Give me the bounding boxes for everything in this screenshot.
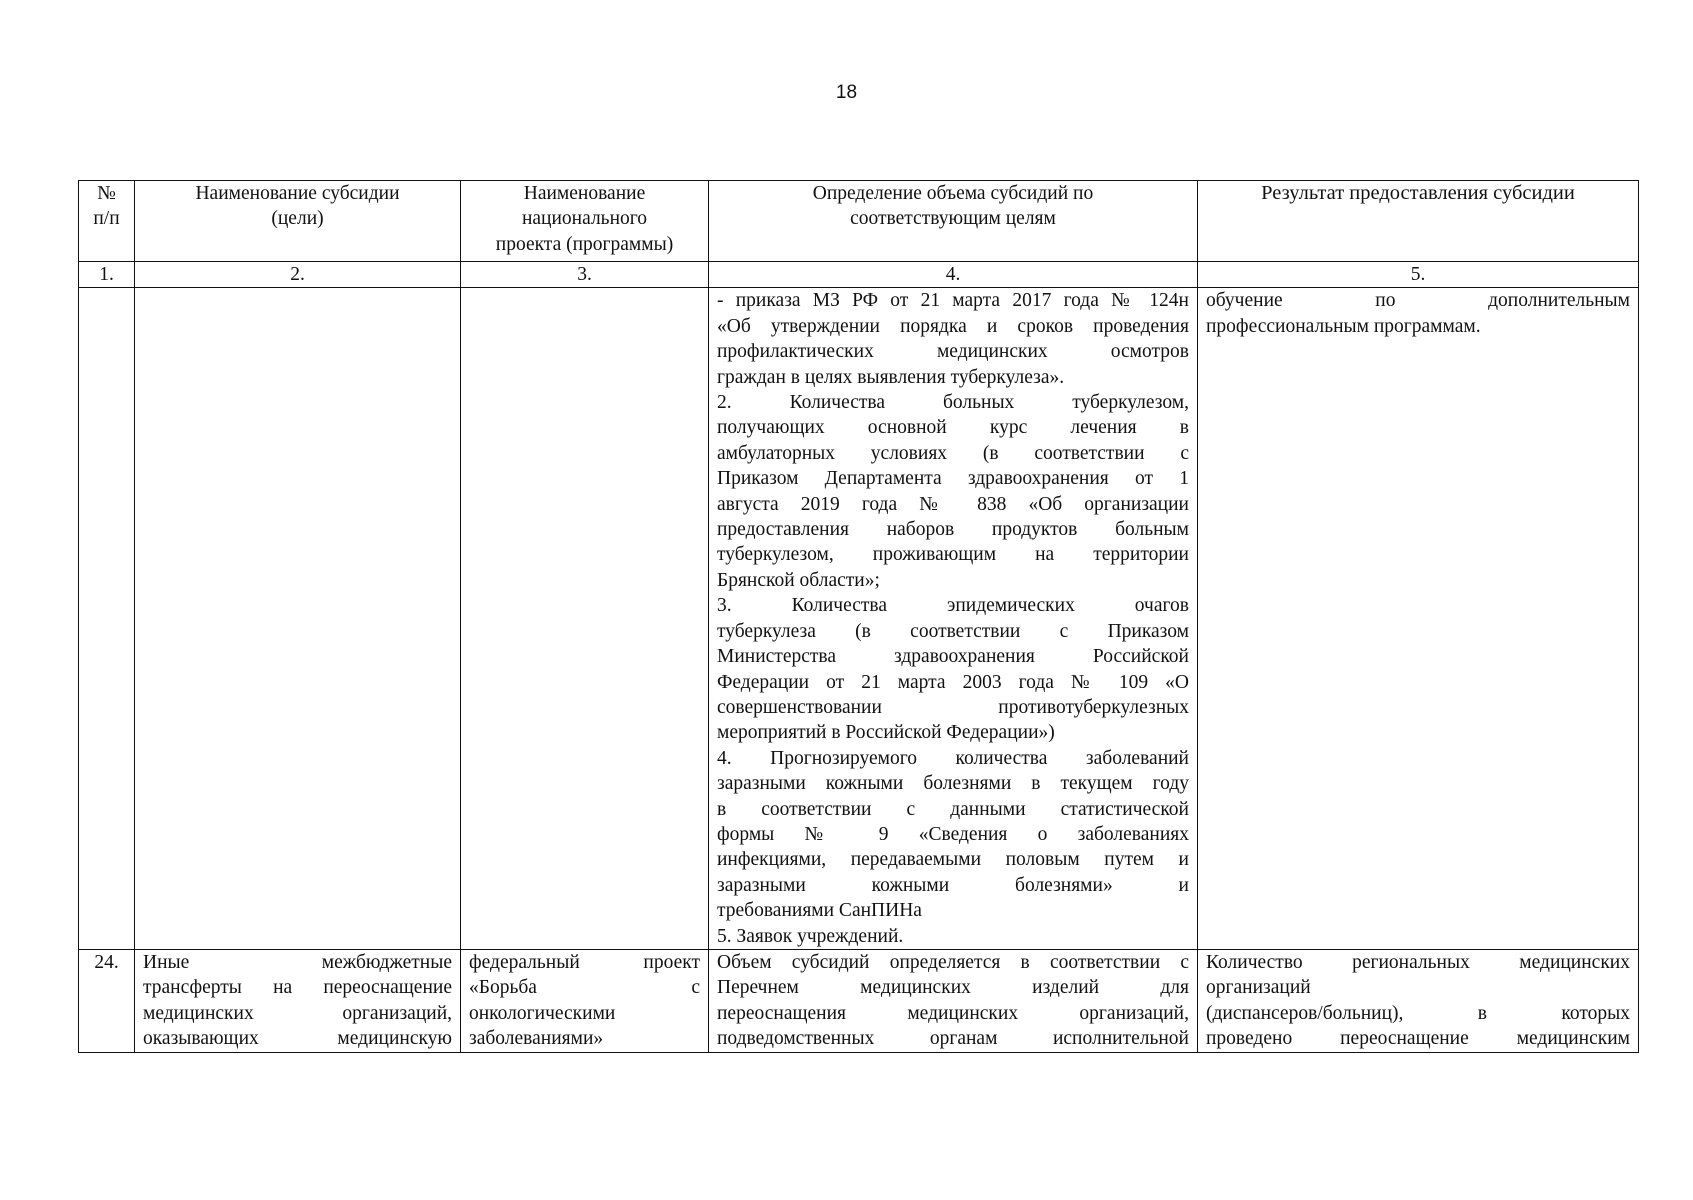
text-line: профилактических медицинских осмотров bbox=[717, 341, 1189, 363]
text-line: Количество региональных медицинских bbox=[1206, 951, 1630, 973]
header-line: № bbox=[97, 183, 116, 204]
page-number: 18 bbox=[835, 82, 858, 103]
cell-volume-definition bbox=[709, 288, 1198, 950]
text-line: «Об утверждении порядка и сроков проведения bbox=[717, 315, 1189, 337]
subsidy-table bbox=[78, 180, 1639, 1053]
table-row-24 bbox=[79, 949, 1639, 1052]
text-line: трансферты на переоснащение bbox=[143, 977, 452, 999]
text-line: - приказа МЗ РФ от 21 марта 2017 года № 124н bbox=[717, 290, 1189, 312]
text-line: обучение по дополнительным bbox=[1206, 290, 1630, 312]
header-line: (цели) bbox=[271, 208, 324, 230]
cell-volume-definition bbox=[709, 949, 1198, 1052]
text-line: заболеваниями» bbox=[469, 1028, 604, 1050]
text-line: Министерства здравоохранения Российской bbox=[717, 646, 1189, 668]
text-line: 2. Количества больных туберкулезом, bbox=[717, 392, 1189, 414]
column-number: 1. bbox=[79, 262, 135, 288]
column-numbers-row bbox=[79, 262, 1639, 288]
header-number bbox=[79, 181, 135, 262]
cell-number: 24. bbox=[79, 949, 135, 1052]
header-line: Наименование субсидии bbox=[195, 183, 400, 204]
cell-result bbox=[1198, 949, 1639, 1052]
header-line: национального bbox=[521, 208, 648, 230]
cell-number bbox=[79, 288, 135, 950]
text-line: Приказом Департамента здравоохранения от 1 bbox=[717, 468, 1189, 490]
header-line: Наименование bbox=[523, 183, 646, 204]
text-line: «Борьба с bbox=[469, 977, 700, 999]
text-line: организаций bbox=[1206, 977, 1311, 999]
text-line: медицинских организаций, bbox=[143, 1002, 452, 1024]
text-line: предоставления наборов продуктов больным bbox=[717, 519, 1189, 541]
text-line: переоснащения медицинских организаций, bbox=[717, 1002, 1189, 1024]
column-number: 2. bbox=[135, 262, 461, 288]
header-volume-definition bbox=[709, 181, 1198, 262]
text-line: 3. Количества эпидемических очагов bbox=[717, 595, 1189, 617]
text-line: (диспансеров/больниц), в которых bbox=[1206, 1002, 1630, 1024]
text-line: федеральный проект bbox=[469, 951, 700, 973]
text-line: 5. Заявок учреждений. bbox=[717, 925, 904, 947]
text-line: оказывающих медицинскую bbox=[143, 1028, 452, 1050]
text-line: туберкулеза (в соответствии с Приказом bbox=[717, 620, 1189, 642]
text-line: получающих основной курс лечения в bbox=[717, 417, 1189, 439]
cell-subsidy-name bbox=[135, 288, 461, 950]
header-line: Результат предоставления субсидии bbox=[1261, 182, 1575, 204]
text-line: амбулаторных условиях (в соответствии с bbox=[717, 442, 1189, 464]
text-line: Иные межбюджетные bbox=[143, 951, 452, 973]
text-line: профессиональным программам. bbox=[1206, 315, 1481, 337]
text-line: 4. Прогнозируемого количества заболеваний bbox=[717, 747, 1189, 769]
cell-national-project bbox=[461, 288, 709, 950]
text-line: проведено переоснащение медицинским bbox=[1206, 1028, 1630, 1050]
table-row-continuation bbox=[79, 288, 1639, 950]
text-line: в соответствии с данными статистической bbox=[717, 798, 1189, 820]
text-line: заразными кожными болезнями в текущем году bbox=[717, 773, 1189, 795]
text-line: Объем субсидий определяется в соответствии с bbox=[717, 951, 1189, 973]
table-header-row bbox=[79, 181, 1639, 262]
column-number: 3. bbox=[461, 262, 709, 288]
cell-result bbox=[1198, 288, 1639, 950]
text-line: подведомственных органам исполнительной bbox=[717, 1028, 1189, 1050]
text-line: инфекциями, передаваемыми половым путем и bbox=[717, 849, 1189, 871]
column-number: 5. bbox=[1198, 262, 1639, 288]
cell-subsidy-name bbox=[135, 949, 461, 1052]
text-line: Перечнем медицинских изделий для bbox=[717, 977, 1189, 999]
text-line: августа 2019 года № 838 «Об организации bbox=[717, 493, 1189, 515]
text-line: граждан в целях выявления туберкулеза». bbox=[717, 366, 1065, 388]
header-national-project bbox=[461, 181, 709, 262]
text-line: Федерации от 21 марта 2003 года № 109 «О bbox=[717, 671, 1189, 693]
cell-national-project bbox=[461, 949, 709, 1052]
header-line: соответствующим целям bbox=[850, 208, 1056, 230]
text-line: формы № 9 «Сведения о заболеваниях bbox=[717, 823, 1189, 845]
header-line: Определение объема субсидий по bbox=[812, 183, 1094, 204]
text-line: требованиями СанПИНа bbox=[717, 900, 922, 922]
text-line: мероприятий в Российской Федерации») bbox=[717, 722, 1055, 744]
header-line: п/п bbox=[93, 208, 120, 230]
header-line: проекта (программы) bbox=[495, 233, 674, 255]
header-result bbox=[1198, 181, 1639, 262]
text-line: онкологическими bbox=[469, 1002, 616, 1024]
column-number: 4. bbox=[709, 262, 1198, 288]
text-line: совершенствовании противотуберкулезных bbox=[717, 696, 1189, 718]
text-line: Брянской области»; bbox=[717, 569, 880, 591]
header-subsidy-name bbox=[135, 181, 461, 262]
text-line: туберкулезом, проживающим на территории bbox=[717, 544, 1189, 566]
text-line: заразными кожными болезнями» и bbox=[717, 874, 1189, 896]
